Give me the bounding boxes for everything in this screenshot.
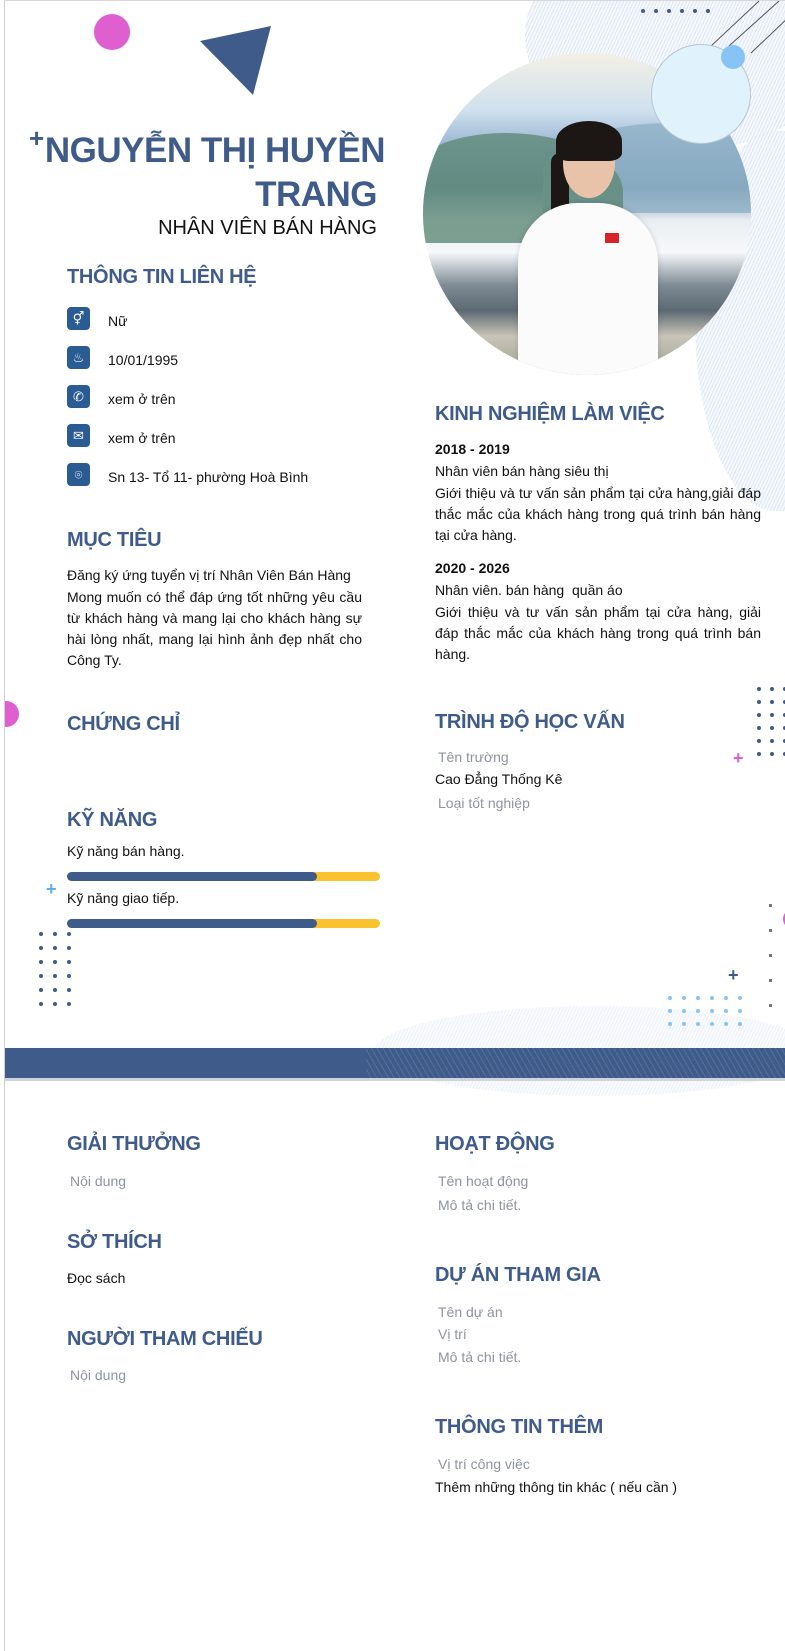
contact-address: Sn 13- Tổ 11- phường Hoà Bình (108, 469, 309, 485)
cv-page (4, 0, 785, 1651)
blue-dot-decoration (721, 45, 745, 69)
gender-icon: ⚥ (67, 307, 90, 330)
email-icon: ✉ (67, 424, 90, 447)
skill-progress-bar (67, 872, 380, 881)
dot-grid-decoration (39, 932, 71, 1006)
plus-decoration: + (29, 123, 45, 153)
contact-heading: THÔNG TIN LIÊN HỆ (67, 266, 257, 288)
experience-period: 2018 - 2019 (435, 441, 510, 457)
additional-info-heading: THÔNG TIN THÊM (435, 1416, 604, 1438)
graduation-grade-placeholder[interactable]: Loại tốt nghiệp (438, 795, 530, 811)
page-divider-band (5, 1048, 785, 1078)
phone-icon: ✆ (67, 385, 90, 408)
skill-progress-bar (67, 919, 380, 928)
activity-name-placeholder[interactable]: Tên hoạt động (438, 1173, 529, 1189)
references-heading: NGƯỜI THAM CHIẾU (67, 1328, 263, 1350)
education-heading: TRÌNH ĐỘ HỌC VẤN (435, 711, 625, 733)
experience-position: Nhân viên. bán hàng quần áo (435, 582, 623, 598)
plus-decoration: + (733, 748, 744, 768)
contact-phone[interactable]: xem ở trên (108, 391, 176, 407)
skill-label: Kỹ năng bán hàng. (67, 843, 185, 859)
hobbies-value[interactable]: Đọc sách (67, 1270, 126, 1286)
objective-text: Mong muốn có thể đáp ứng tốt những yêu cầu từ khách hàng và mang lại cho khách hàng sự hài lòng nhất, mang lại hình ảnh đẹp nhất cho Công Ty. (67, 589, 362, 668)
experience-description: Giới thiệu và tư vấn sản phẩm tại cửa hàng,giải đáp thắc mắc của khách hàng trong quá trình bán hàng tại cửa hàng. (435, 485, 761, 543)
dot-row-decoration (641, 9, 710, 13)
school-name[interactable]: Cao Đẳng Thống Kê (435, 771, 563, 787)
name-line-1: NGUYỄN THỊ HUYỀN (44, 131, 385, 170)
pink-circle-decoration (94, 14, 130, 50)
additional-info-value[interactable]: Thêm những thông tin khác ( nếu cần ) (435, 1479, 678, 1495)
dot-column-decoration (769, 904, 772, 1007)
project-name-placeholder[interactable]: Tên dự án (438, 1304, 503, 1320)
candidate-name (43, 129, 385, 217)
dot-grid-decoration (668, 996, 742, 1026)
experience-heading: KINH NGHIỆM LÀM VIỆC (435, 403, 665, 425)
activity-description-placeholder[interactable]: Mô tả chi tiết. (438, 1197, 522, 1213)
skills-heading: KỸ NĂNG (67, 809, 158, 831)
pink-half-circle-decoration (4, 701, 19, 727)
project-role-placeholder[interactable]: Vị trí (438, 1326, 467, 1342)
name-line-2: TRANG (255, 175, 377, 214)
additional-info-placeholder[interactable]: Vị trí công việc (438, 1456, 530, 1472)
experience-position: Nhân viên bán hàng siêu thị (435, 463, 609, 479)
objective-heading: MỤC TIÊU (67, 529, 162, 551)
plus-decoration: + (46, 879, 57, 899)
contact-gender: Nữ (108, 313, 128, 329)
hobbies-heading: SỞ THÍCH (67, 1231, 162, 1253)
dot-grid-decoration (757, 687, 785, 756)
certificates-heading: CHỨNG CHỈ (67, 713, 180, 735)
contact-email[interactable]: xem ở trên (108, 430, 176, 446)
school-placeholder[interactable]: Tên trường (438, 749, 509, 765)
objective-line-1: Đăng ký ứng tuyển vị trí Nhân Viên Bán Hàng (67, 567, 351, 583)
birthday-cake-icon: ♨ (67, 346, 90, 369)
skill-label: Kỹ năng giao tiếp. (67, 890, 180, 906)
job-title: NHÂN VIÊN BÁN HÀNG (158, 217, 377, 239)
experience-description: Giới thiệu và tư vấn sản phẩm tại cửa hàng, giải đáp thắc mắc của khách hàng trong quá trình bán hàng. (435, 604, 761, 662)
activities-heading: HOẠT ĐỘNG (435, 1133, 555, 1155)
project-description-placeholder[interactable]: Mô tả chi tiết. (438, 1349, 522, 1365)
experience-period: 2020 - 2026 (435, 560, 510, 576)
projects-heading: DỰ ÁN THAM GIA (435, 1264, 601, 1286)
contact-birthday: 10/01/1995 (108, 352, 179, 368)
page-break (5, 1078, 785, 1081)
triangle-decoration (195, 23, 275, 98)
awards-placeholder[interactable]: Nội dung (70, 1173, 127, 1189)
references-placeholder[interactable]: Nội dung (70, 1367, 127, 1383)
location-pin-icon: ⌾ (67, 463, 90, 486)
awards-heading: GIẢI THƯỞNG (67, 1133, 201, 1155)
plus-decoration: + (728, 965, 739, 985)
